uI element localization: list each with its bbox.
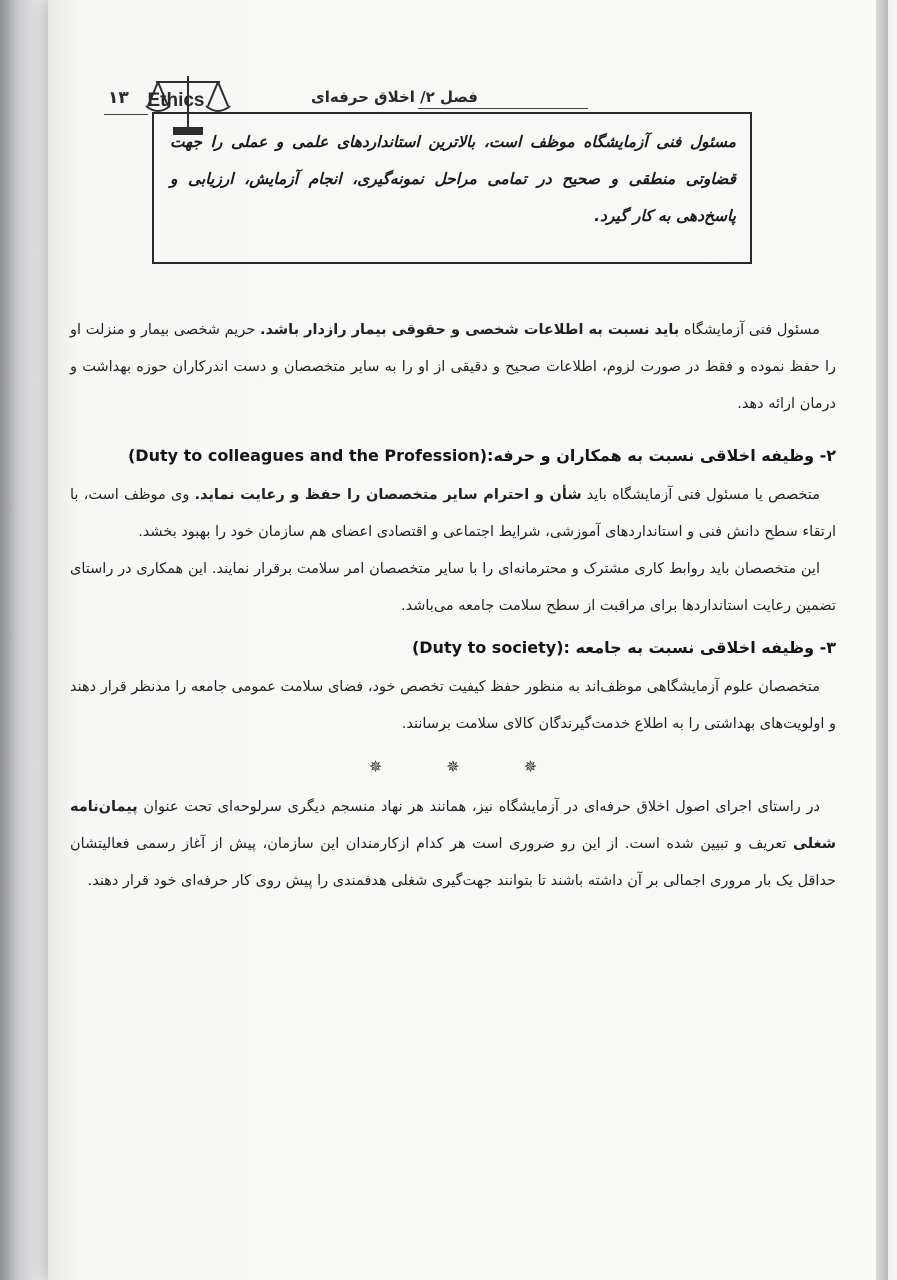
section2-text-b: وی موظف است، با ارتقاء سطح دانش فنی و استانداردهای آموزشی، شرایط اجتماعی و اقتصادی اعضای هم سازمان خود را بهبود بخشد. xyxy=(70,487,836,540)
section3-heading-en: (Duty to society): xyxy=(411,638,570,657)
closing-text-a: در راستای اجرای اصول اخلاق حرفه‌ای در آزمایشگاه نیز، همانند هر نهاد منسجم دیگری سرلوحه‌ای تحت عنوان xyxy=(137,799,820,815)
section1-paragraph xyxy=(70,312,836,423)
closing-text-b: تعریف و تبیین شده است. از این رو ضروری است هر کدام ازکارمندان این سازمان، پیش از آغاز رسمی فعالیتشان حداقل یک بار مروری اجمالی بر آن داشته باشند تا بتوانند جهت‌گیری شغلی هدفمندی را پیش روی کار حرفه‌ای خود قرار دهند. xyxy=(70,836,836,889)
main-content xyxy=(70,312,836,900)
section2-text-a: متخصص یا مسئول فنی آزمایشگاه باید xyxy=(581,487,820,503)
section3-heading-fa: ۳- وظیفه اخلاقی نسبت به جامعه xyxy=(575,638,836,657)
chapter-title: فصل ۲/ اخلاق حرفه‌ای xyxy=(311,88,478,106)
section3-heading xyxy=(70,629,836,667)
logo-text: Ethics xyxy=(147,90,205,111)
closing-emphasis: پیمان‌نامه شغلی xyxy=(70,799,836,852)
section2-paragraph-2: این متخصصان باید روابط کاری مشترک و محترمانه‌ای را با سایر متخصصان امر سلامت برقرار نمایند. این همکاری در راستای تضمین رعایت استانداردها برای مراقبت از سطح سلامت جامعه می‌باشد. xyxy=(70,561,836,614)
separator-star-icon: ✵ xyxy=(368,757,383,776)
callout-box xyxy=(152,112,752,264)
separator-star-icon: ✵ xyxy=(446,757,460,776)
closing-paragraph xyxy=(70,789,836,900)
section2-heading xyxy=(70,437,836,475)
section2-paragraph-1 xyxy=(70,477,836,551)
section2-emphasis: شأن و احترام سایر متخصصان را حفظ و رعایت نماید. xyxy=(194,487,582,503)
page-number: ۱۳ xyxy=(108,88,129,108)
page-edge xyxy=(876,0,888,1280)
header-rule xyxy=(418,108,588,109)
callout-text: مسئول فنی آزمایشگاه موظف است، بالاترین استانداردهای علمی و عملی را جهت قضاوتی منطقی و صحیح در تمامی مراحل نمونه‌گیری، انجام آزمایش، ارزیابی و پاسخ‌دهی به کار گیرد. xyxy=(170,133,736,225)
separator-star-icon: ✵ xyxy=(523,757,538,776)
section1-emphasis: باید نسبت به اطلاعات شخصی و حقوقی بیمار رازدار باشد. xyxy=(259,322,680,338)
section-separator xyxy=(70,749,836,785)
section1-text-b: حریم شخصی بیمار و منزلت او را حفظ نموده و فقط در صورت لزوم، اطلاعات صحیح و دقیقی از او را به سایر متخصصان و دست اندرکاران حوزه بهداشت و درمان ارائه دهد. xyxy=(70,322,836,412)
section2-heading-fa: ۲- وظیفه اخلاقی نسبت به همکاران و حرفه xyxy=(493,446,836,465)
section1-text-a: مسئول فنی آزمایشگاه xyxy=(679,322,820,338)
section2-heading-en: (Duty to colleagues and the Profession): xyxy=(127,446,494,465)
section3-paragraph: متخصصان علوم آزمایشگاهی موظف‌اند به منظور حفظ کیفیت تخصص خود، فضای سلامت عمومی جامعه را مدنظر قرار دهند و اولویت‌های بهداشتی را به اطلاع خدمت‌گیرندگان کالای سلامت برسانند. xyxy=(70,679,836,732)
